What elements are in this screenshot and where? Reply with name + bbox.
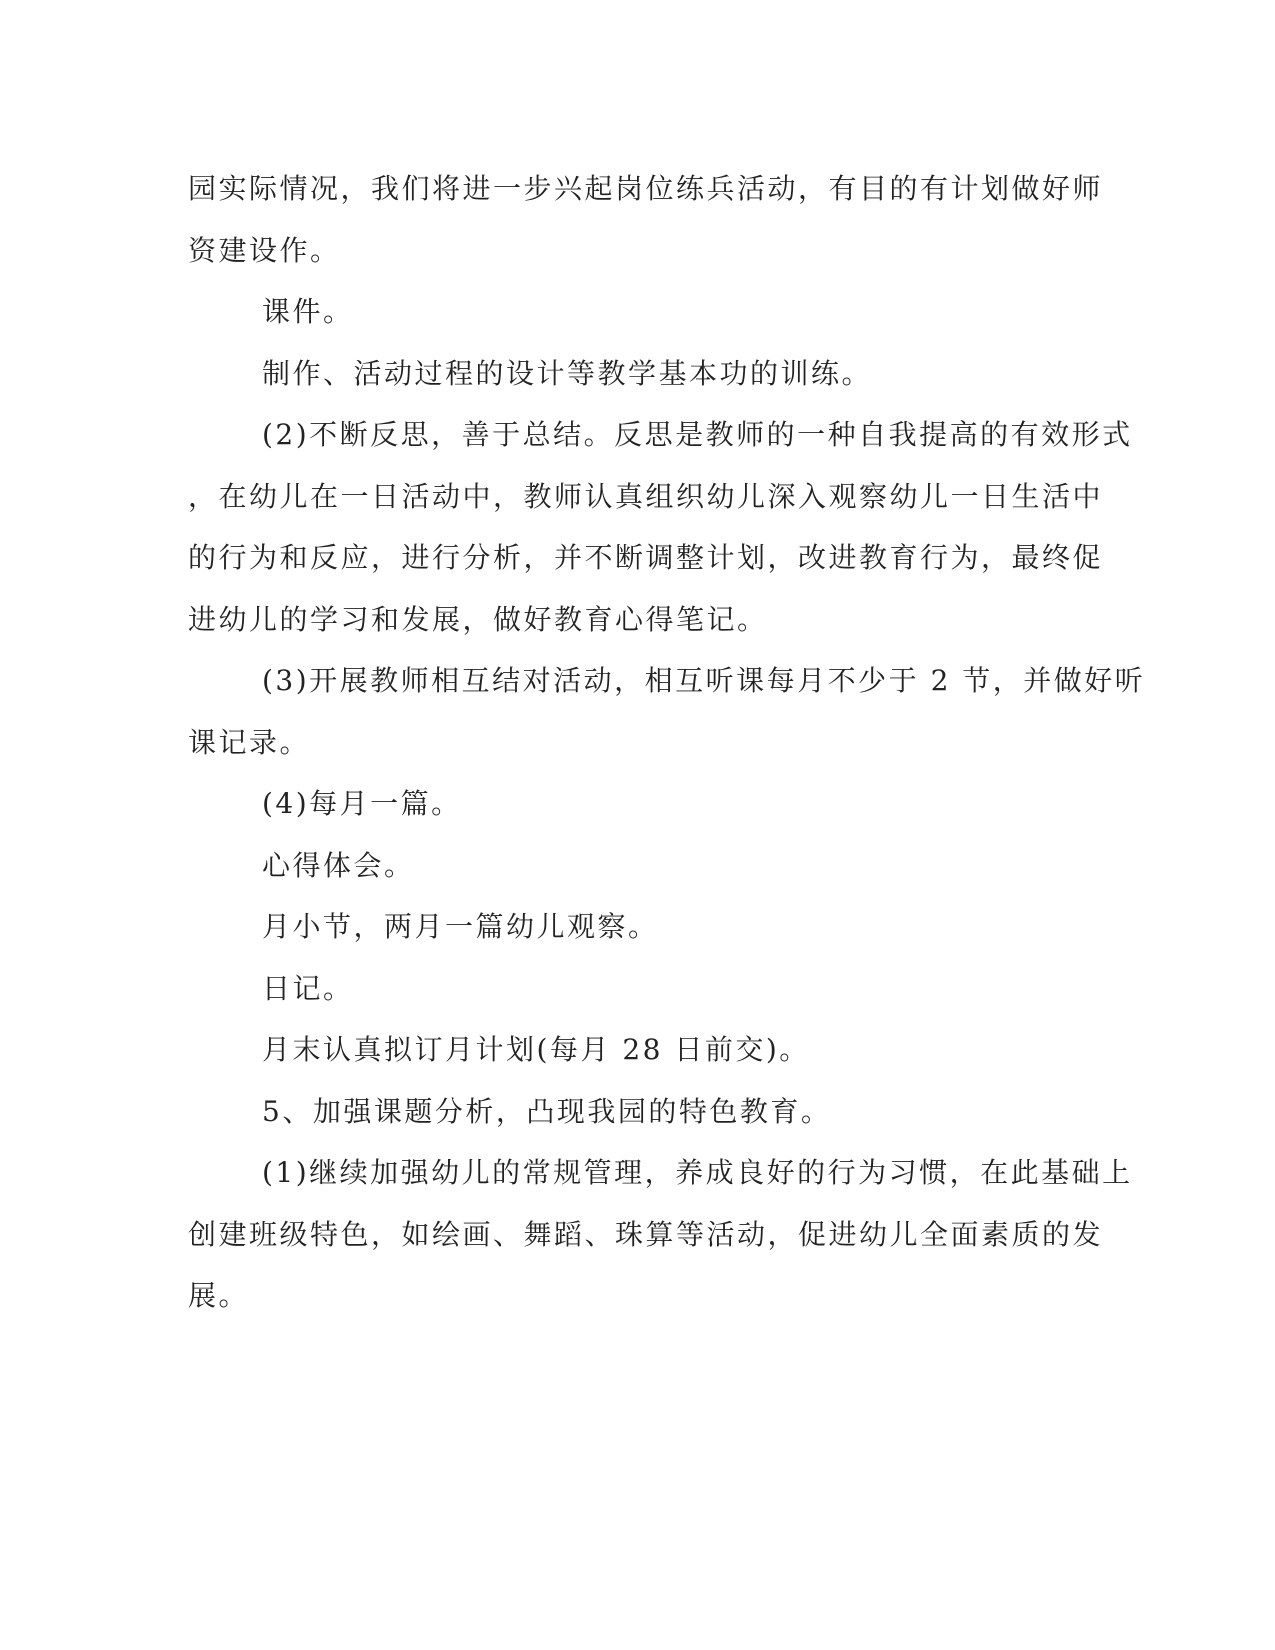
text-line: 制作、活动过程的设计等教学基本功的训练。 (262, 356, 873, 390)
document-body (188, 158, 1146, 1327)
text-line: (3)开展教师相互结对活动，相互听课每月不少于 2 节，并做好听 (262, 664, 1146, 697)
text-line: 园实际情况，我们将进一步兴起岗位练兵活动，有目的有计划做好师 (188, 172, 1104, 205)
text-line: 进幼儿的学习和发展，做好教育心得笔记。 (188, 602, 768, 636)
text-line: 课件。 (262, 295, 354, 328)
text-line: 展。 (188, 1279, 250, 1312)
text-line: 创建班级特色，如绘画、舞蹈、珠算等活动，促进幼儿全面素质的发 (188, 1217, 1104, 1251)
text-line: 的行为和反应，进行分析，并不断调整计划，改进教育行为，最终促 (188, 541, 1104, 574)
text-line: 心得体会。 (262, 848, 415, 882)
text-line: (1)继续加强幼儿的常规管理，养成良好的行为习惯，在此基础上 (262, 1156, 1133, 1189)
text-line: 日记。 (262, 971, 354, 1005)
text-line: (4)每月一篇。 (262, 787, 462, 820)
text-line: 月末认真拟订月计划(每月 28 日前交)。 (262, 1033, 810, 1066)
text-line: 资建设作。 (188, 233, 341, 267)
text-line: ，在幼儿在一日活动中，教师认真组织幼儿深入观察幼儿一日生活中 (188, 479, 1104, 513)
text-line: 5、加强课题分析，凸现我园的特色教育。 (262, 1094, 832, 1128)
text-line: 课记录。 (188, 725, 311, 759)
text-line: 月小节，两月一篇幼儿观察。 (262, 910, 659, 943)
text-line: (2)不断反思，善于总结。反思是教师的一种自我提高的有效形式 (262, 418, 1133, 451)
